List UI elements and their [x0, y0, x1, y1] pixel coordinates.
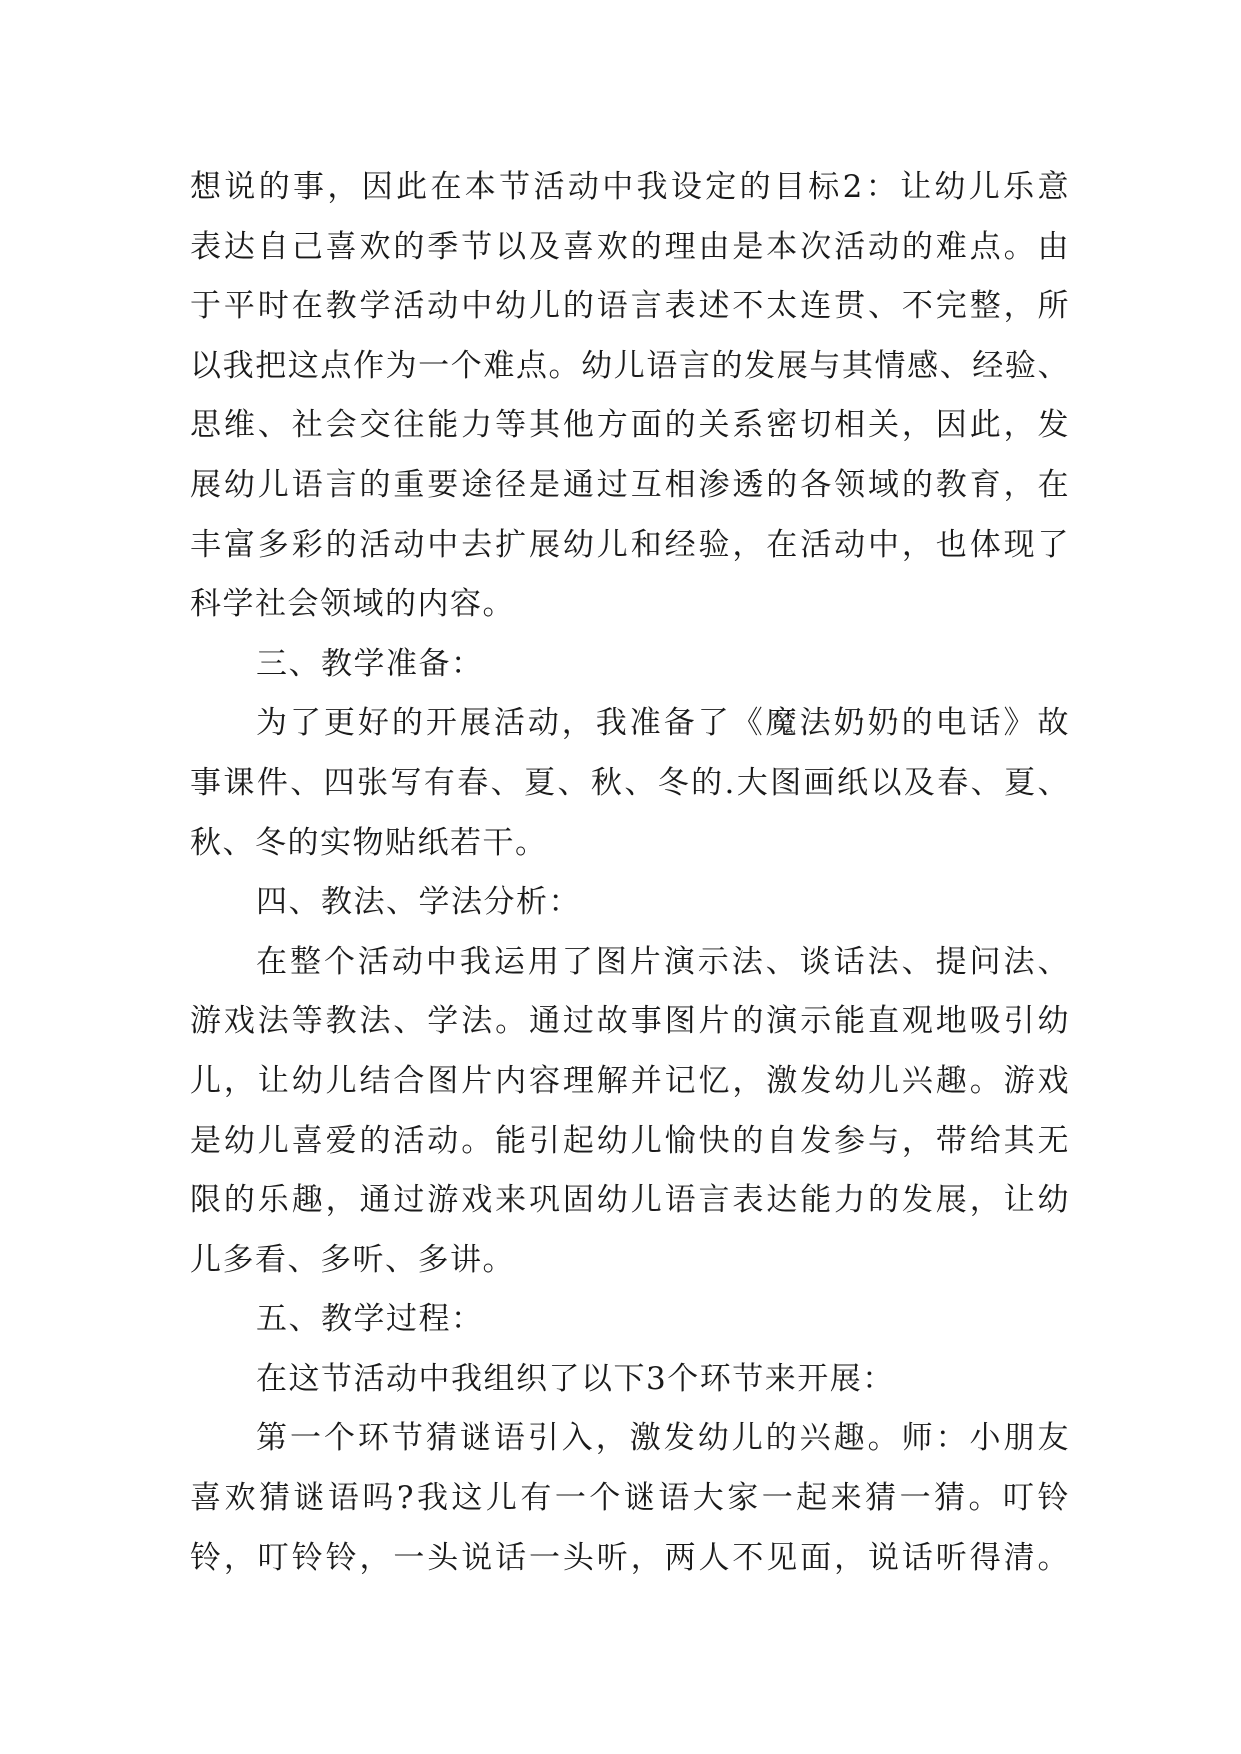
paragraph-line: 以我把这点作为一个难点。幼儿语言的发展与其情感、经验、 [190, 347, 1070, 384]
paragraph-line: 思维、社会交往能力等其他方面的关系密切相关，因此，发 [190, 407, 1070, 444]
paragraph-line: 第一个环节猜谜语引入，激发幼儿的兴趣。师：小朋友 [256, 1420, 1070, 1457]
paragraph-line: 铃，叮铃铃，一头说话一头听，两人不见面，说话听得清。 [190, 1539, 1070, 1576]
paragraph-line: 于平时在教学活动中幼儿的语言表述不太连贯、不完整，所 [190, 288, 1070, 325]
paragraph-line: 展幼儿语言的重要途径是通过互相渗透的各领域的教育，在 [190, 466, 1070, 503]
paragraph-line: 秋、冬的实物贴纸若干。 [190, 824, 548, 861]
paragraph-line: 儿多看、多听、多讲。 [190, 1241, 515, 1278]
paragraph-line: 想说的事，因此在本节活动中我设定的目标2：让幼儿乐意 [190, 169, 1070, 205]
paragraph-line: 丰富多彩的活动中去扩展幼儿和经验，在活动中，也体现了 [190, 526, 1070, 563]
paragraph-line: 儿，让幼儿结合图片内容理解并记忆，激发幼儿兴趣。游戏 [190, 1062, 1070, 1099]
section-heading: 三、教学准备： [256, 645, 484, 682]
paragraph-line: 在整个活动中我运用了图片演示法、谈话法、提问法、 [256, 943, 1070, 980]
section-heading: 五、教学过程： [256, 1301, 484, 1338]
paragraph-line: 限的乐趣，通过游戏来巩固幼儿语言表达能力的发展，让幼 [190, 1182, 1070, 1219]
paragraph-line: 游戏法等教法、学法。通过故事图片的演示能直观地吸引幼 [190, 1003, 1070, 1040]
section-heading: 四、教法、学法分析： [256, 884, 581, 921]
paragraph-line: 为了更好的开展活动，我准备了《魔法奶奶的电话》故 [256, 705, 1070, 742]
paragraph-line: 是幼儿喜爱的活动。能引起幼儿愉快的自发参与，带给其无 [190, 1122, 1070, 1159]
paragraph-line: 表达自己喜欢的季节以及喜欢的理由是本次活动的难点。由 [190, 228, 1070, 265]
paragraph-line: 科学社会领域的内容。 [190, 586, 515, 623]
paragraph-line: 事课件、四张写有春、夏、秋、冬的.大图画纸以及春、夏、 [190, 764, 1070, 801]
paragraph-line: 在这节活动中我组织了以下3个环节来开展： [256, 1360, 895, 1397]
document-body [190, 158, 1070, 1588]
paragraph-line: 喜欢猜谜语吗?我这儿有一个谜语大家一起来猜一猜。叮铃 [190, 1480, 1070, 1517]
